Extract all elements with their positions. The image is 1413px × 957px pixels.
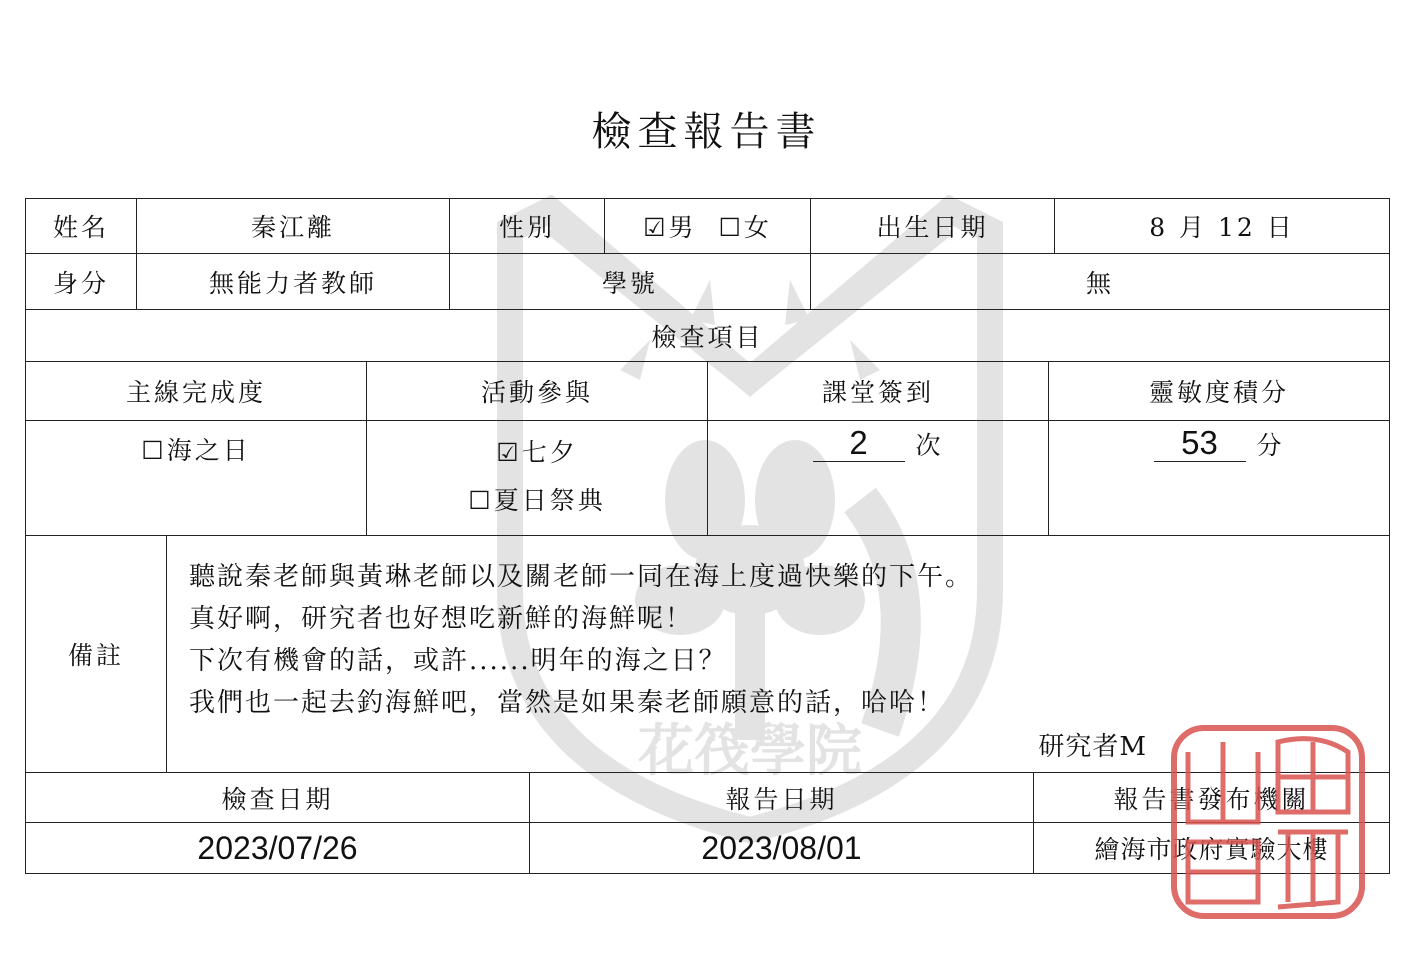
birth-day: 12: [1218, 213, 1256, 242]
report-date-label: 報告日期: [530, 773, 1034, 823]
main-line-item: 海之日: [166, 436, 251, 465]
birth-value: [1055, 199, 1390, 254]
male-checkbox[interactable]: ☑: [643, 213, 669, 242]
header-activity: 活動參與: [367, 362, 708, 421]
section-check-items: 檢查項目: [26, 310, 1390, 362]
main-line-cell: [26, 421, 367, 536]
remarks-label: 備註: [26, 536, 167, 773]
activity-2-label: 夏日祭典: [493, 486, 606, 515]
male-label: 男: [668, 213, 697, 242]
report-date-value: 2023/08/01: [530, 823, 1034, 874]
identity-value: 無能力者教師: [137, 254, 450, 310]
header-main-line: 主線完成度: [26, 362, 367, 421]
remark-line: 下次有機會的話，或許......明年的海之日？: [189, 646, 727, 676]
birth-month-unit: 月: [1179, 213, 1208, 242]
signature: 研究者M: [1038, 732, 1147, 762]
identity-label: 身分: [26, 254, 137, 310]
check-items-table: [25, 361, 1390, 536]
birth-label: 出生日期: [811, 199, 1055, 254]
watermark-text: 花筏學院: [638, 718, 862, 784]
check-date-value: 2023/07/26: [26, 823, 530, 874]
issuer-value: 繪海市政府實驗大樓: [1034, 823, 1390, 874]
name-label: 姓名: [26, 199, 137, 254]
issuer-label: 報告書發布機關: [1034, 773, 1390, 823]
name-value: 秦江離: [137, 199, 450, 254]
header-sensitivity-score: 靈敏度積分: [1049, 362, 1390, 421]
birth-day-unit: 日: [1266, 213, 1295, 242]
remark-line: 真好啊，研究者也好想吃新鮮的海鮮呢！: [189, 604, 694, 634]
remark-line: 聽說秦老師與黃琳老師以及關老師一同在海上度過快樂的下午。: [189, 562, 974, 592]
attendance-cell: [708, 421, 1049, 536]
student-id-label: 學號: [450, 254, 811, 310]
score-value: 53: [1154, 425, 1246, 462]
activity-1-label: 七夕: [521, 438, 578, 467]
attendance-unit: 次: [915, 431, 944, 460]
activity-2-checkbox[interactable]: ☐: [468, 486, 494, 515]
personal-info-table: [25, 198, 1390, 362]
score-unit: 分: [1256, 431, 1285, 460]
female-label: 女: [743, 213, 772, 242]
activity-1-checkbox[interactable]: ☑: [496, 438, 522, 467]
page-title: 檢查報告書: [591, 109, 822, 155]
gender-options: [605, 199, 811, 254]
birth-month: 8: [1149, 213, 1169, 242]
main-line-checkbox[interactable]: ☐: [141, 436, 167, 465]
official-seal-stamp: [1168, 722, 1368, 922]
student-id-value: 無: [811, 254, 1390, 310]
gender-label: 性別: [450, 199, 605, 254]
check-date-label: 檢查日期: [26, 773, 530, 823]
attendance-value: 2: [813, 425, 905, 462]
remark-line: 我們也一起去釣海鮮吧，當然是如果秦老師願意的話，哈哈！: [189, 688, 946, 718]
female-checkbox[interactable]: ☐: [718, 213, 744, 242]
score-cell: [1049, 421, 1390, 536]
activity-cell: [367, 421, 708, 536]
header-attendance: 課堂簽到: [708, 362, 1049, 421]
